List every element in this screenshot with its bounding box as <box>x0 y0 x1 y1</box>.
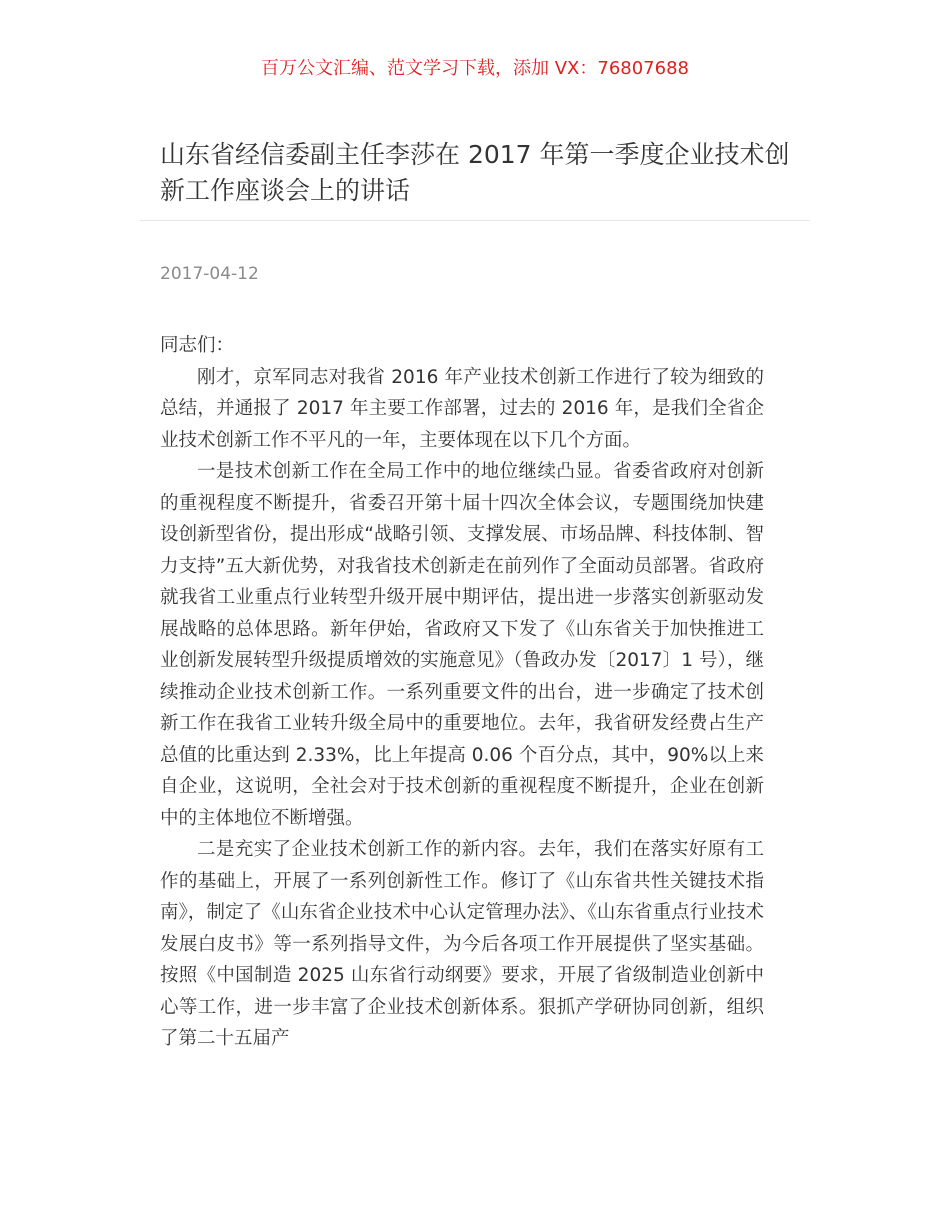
article-title: 山东省经信委副主任李莎在 2017 年第一季度企业技术创新工作座谈会上的讲话 <box>160 140 790 205</box>
article-body <box>160 330 764 1055</box>
title-divider <box>140 220 810 221</box>
paragraph-intro: 刚才，京军同志对我省 2016 年产业技术创新工作进行了较为细致的总结，并通报了 2017 年主要工作部署，过去的 2016 年，是我们全省企业技术创新工作不平凡的一年，主要体现在以下几个方面。 <box>160 366 764 451</box>
salutation: 同志们： <box>160 335 235 356</box>
publish-date: 2017-04-12 <box>160 264 259 284</box>
promo-banner: 百万公文汇编、范文学习下载，添加 VX：76807688 <box>261 58 689 79</box>
paragraph-point-two: 二是充实了企业技术创新工作的新内容。去年，我们在落实好原有工作的基础上，开展了一系列创新性工作。修订了《山东省共性关键技术指南》，制定了《山东省企业技术中心认定管理办法》、《山东省重点行业技术发展白皮书》等一系列指导文件，为今后各项工作开展提供了坚实基础。按照《中国制造 2025 山东省行动纲要》要求，开展了省级制造业创新中心等工作，进一步丰富了企业技术创新体系。狠抓产学研协同创新，组织了第二十五届产 <box>160 839 764 1049</box>
paragraph-point-one: 一是技术创新工作在全局工作中的地位继续凸显。省委省政府对创新的重视程度不断提升，省委召开第十届十四次全体会议，专题围绕加快建设创新型省份，提出形成“战略引领、支撑发展、市场品牌、科技体制、智力支持”五大新优势，对我省技术创新走在前列作了全面动员部署。省政府就我省工业重点行业转型升级开展中期评估，提出进一步落实创新驱动发展战略的总体思路。新年伊始，省政府又下发了《山东省关于加快推进工业创新发展转型升级提质增效的实施意见》（鲁政办发〔2017〕1 号），继续推动企业技术创新工作。一系列重要文件的出台，进一步确定了技术创新工作在我省工业转升级全局中的重要地位。去年，我省研发经费占生产总值的比重达到 2.33%，比上年提高 0.06 个百分点，其中，90%以上来自企业，这说明，全社会对于技术创新的重视程度不断提升，企业在创新中的主体地位不断增强。 <box>160 461 764 829</box>
